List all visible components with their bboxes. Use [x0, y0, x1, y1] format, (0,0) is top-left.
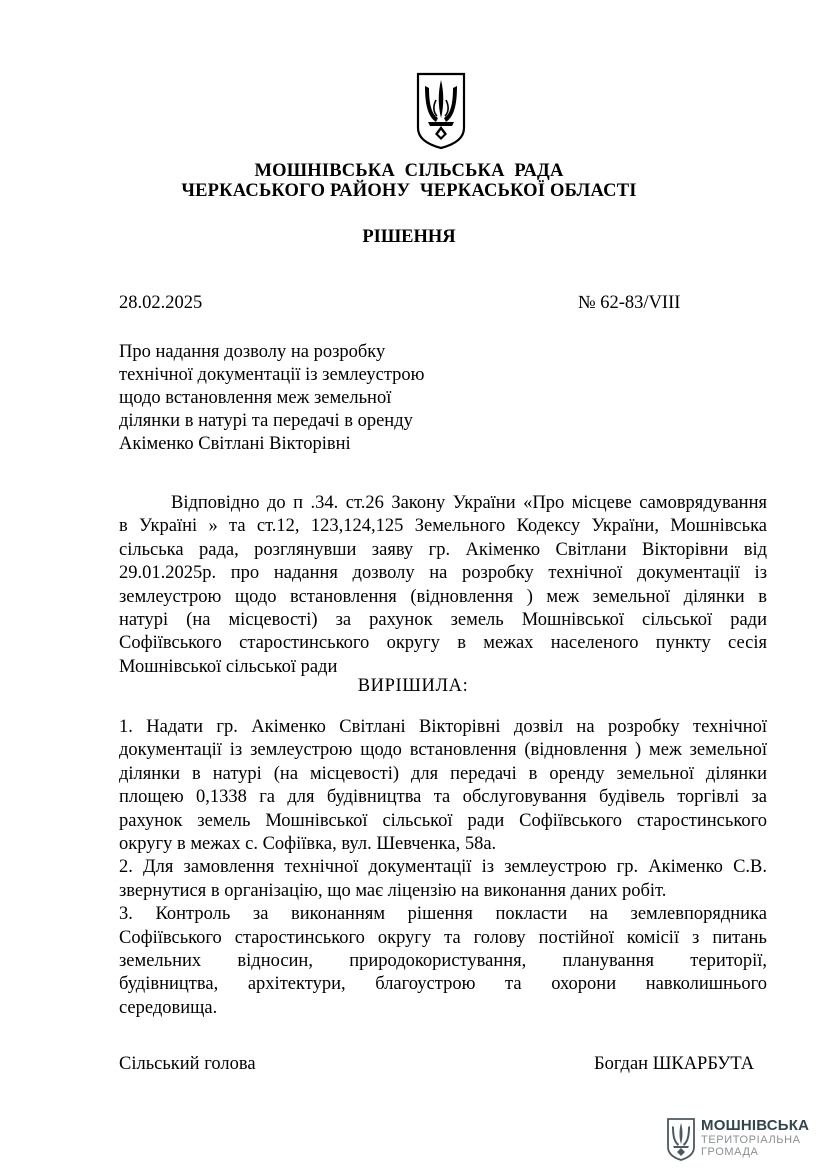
subject-line: технічної документації із землеустрою	[119, 365, 425, 385]
preamble-paragraph	[119, 492, 767, 679]
logo-subtitle: ТЕРИТОРІАЛЬНА	[701, 1134, 801, 1146]
subject-line: щодо встановлення меж земельної	[119, 388, 392, 408]
trident-shield-icon	[666, 1117, 696, 1161]
preamble-line: землеустрою щодо встановлення (відновлення ) меж земельної ділянки в	[119, 586, 767, 607]
item-line: округу в межах с. Софіївка, вул. Шевченка, 58а.	[119, 834, 497, 855]
logo-subtitle: ГРОМАДА	[701, 1146, 759, 1158]
item-line: земельних відносин, природокористування, планування території,	[119, 951, 767, 972]
preamble-line: Софіївського старостинського округу в межах населеного пункту сесія	[119, 633, 767, 654]
subject-line: Акіменко Світлані Вікторівні	[119, 434, 351, 454]
council-name: МОШНІВСЬКА СІЛЬСЬКА РАДА	[254, 161, 564, 181]
preamble-line: сільська рада, розглянувши заяву гр. Акіменко Світлани Вікторівни від	[119, 539, 767, 560]
item-line: 1. Надати гр. Акіменко Світлані Вікторівні дозвіл на розробку технічної	[119, 717, 767, 737]
preamble-line: 29.01.2025р. про надання дозволу на розробку технічної документації із	[119, 563, 767, 584]
preamble-line: в Україні » та ст.12, 123,124,125 Земельного Кодексу України, Мошнівська	[119, 516, 767, 537]
item-line: ділянки в натурі (на місцевості) для передачі в оренду земельної ділянки	[119, 763, 767, 784]
council-district: ЧЕРКАСЬКОГО РАЙОНУ ЧЕРКАСЬКОЇ ОБЛАСТІ	[181, 181, 637, 201]
item-line: 3. Контроль за виконанням рішення покласти на землевпорядника	[119, 904, 767, 925]
item-line: будівництва, архітектури, благоустрою та охорони навколишнього	[119, 974, 767, 995]
item-line: площею 0,1338 га для будівництва та обслуговування будівель торгівлі за	[119, 787, 767, 808]
item-line: 2. Для замовлення технічної документації із землеустрою гр. Акіменко С.В.	[119, 857, 767, 878]
item-line: звернутися в організацію, що має ліцензію на виконання даних робіт.	[119, 880, 667, 901]
decision-items	[119, 716, 767, 1020]
item-line: документації із землеустрою щодо встановлення (відновлення ) меж земельної	[119, 740, 767, 761]
document-type-title: РІШЕННЯ	[362, 227, 456, 247]
coat-of-arms-icon	[416, 72, 466, 150]
preamble-line: натурі (на місцевості) за рахунок земель Мошнівської сільської ради	[119, 610, 767, 631]
document-number: № 62-83/VIII	[578, 293, 681, 313]
decision-subject	[119, 341, 424, 456]
logo-name: МОШНІВСЬКА	[701, 1117, 810, 1134]
preamble-line: Мошнівської сільської ради	[119, 656, 338, 677]
signatory-name: Богдан ШКАРБУТА	[594, 1054, 755, 1074]
resolved-heading: ВИРІШИЛА:	[357, 676, 469, 696]
preamble-line: Відповідно до п .34. ст.26 Закону України «Про місцеве самоврядування	[171, 493, 767, 513]
community-logo	[666, 1117, 816, 1161]
item-line: Софіївського старостинського округу та голову постійної комісії з питань	[119, 927, 767, 948]
signatory-role: Сільський голова	[119, 1054, 256, 1074]
item-line: рахунок земель Мошнівської сільської ради Софіївського старостинського	[119, 810, 767, 831]
document-date: 28.02.2025	[119, 293, 203, 313]
item-line: середовища.	[119, 997, 218, 1018]
subject-line: Про надання дозволу на розробку	[119, 342, 386, 362]
subject-line: ділянки в натурі та передачі в оренду	[119, 411, 413, 431]
